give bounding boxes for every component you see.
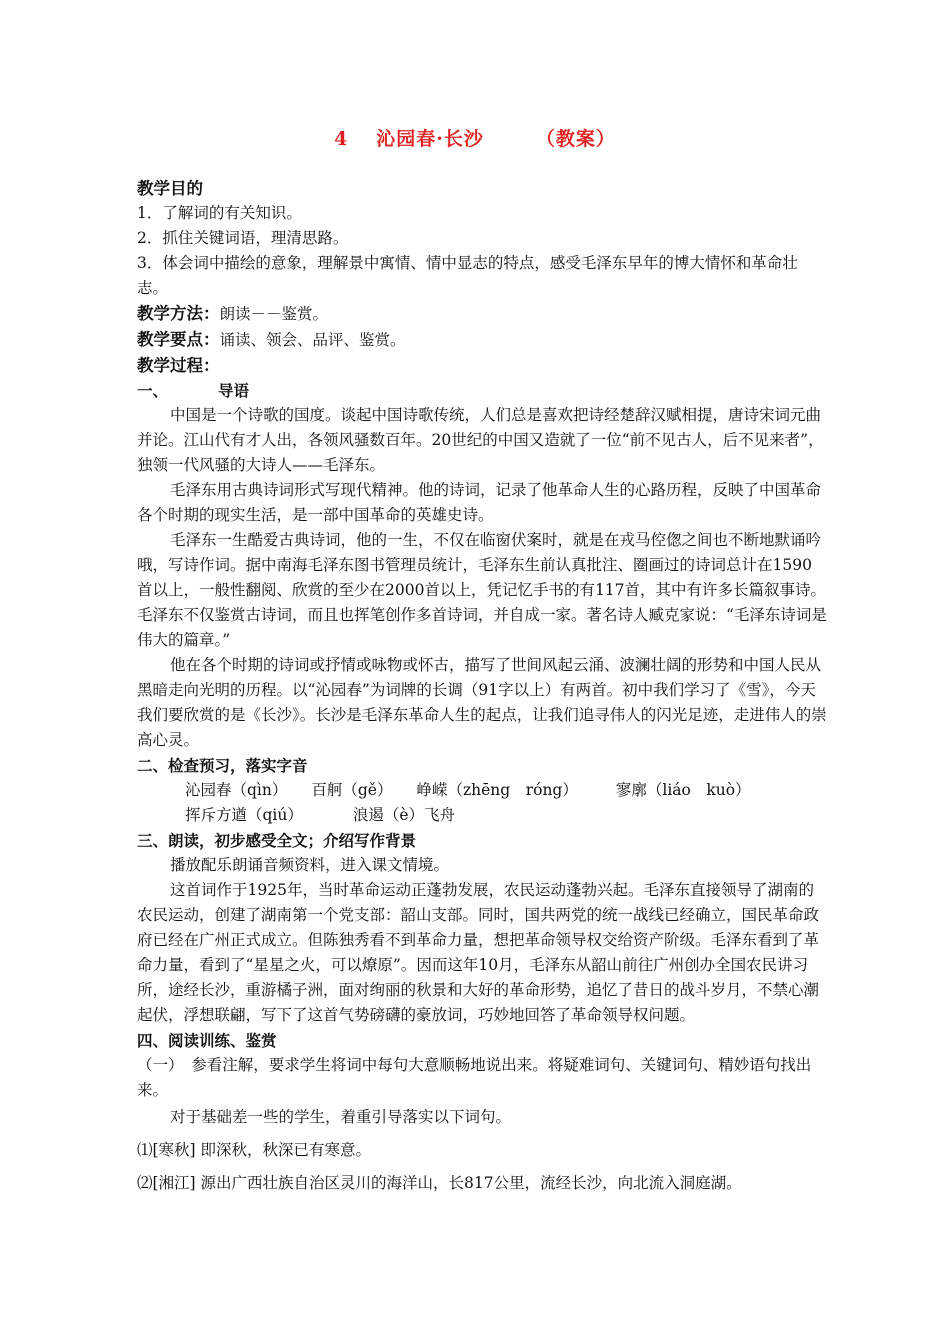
pronunciation-item: 峥嵘（zhēng róng）: [416, 781, 578, 799]
goal-item: 3．体会词中描绘的意象，理解景中寓情、情中显志的特点，感受毛泽东早年的博大情怀和革命壮志。: [137, 254, 798, 297]
goal-item: 2．抓住关键词语，理清思路。: [137, 229, 349, 247]
paragraph: 他在各个时期的诗词或抒情或咏物或怀古，描写了世间风起云涌、波澜壮阔的形势和中国人民从黑暗走向光明的历程。以“沁园春”为词牌的长调（91字以上）有两首。初中我们学习了《雪》，今天我们要欣赏的是《长沙》。长沙是毛泽东革命人生的起点，让我们追寻伟人的闪光足迹，走进伟人的崇高心灵。: [137, 656, 827, 749]
points-value: 诵读、领会、品评、鉴赏。: [219, 331, 406, 349]
pronunciation-item: 寥廓（liáo kuò）: [615, 781, 751, 799]
paragraph: 对于基础差一些的学生，着重引导落实以下词句。: [170, 1108, 512, 1126]
document-body: [137, 176, 827, 1196]
paragraph: 毛泽东一生酷爱古典诗词，他的一生，不仅在临窗伏案时，就是在戎马倥偬之间也不断地默诵吟哦，写诗作词。据中南海毛泽东图书管理员统计，毛泽东生前认真批注、圈画过的诗词总计在1590首以上，一般性翻阅、欣赏的至少在2000首以上，凭记忆手书的有117首，其中有许多长篇叙事诗。毛泽东不仅鉴赏古诗词，而且也挥笔创作多首诗词，并自成一家。著名诗人臧克家说：“毛泽东诗词是伟大的篇章。”: [137, 531, 827, 649]
method-line: [137, 301, 827, 327]
section-1-heading: [137, 378, 827, 403]
paragraph: 这首词作于1925年，当时革命运动正蓬勃发展，农民运动蓬勃兴起。毛泽东直接领导了湖南的农民运动，创建了湖南第一个党支部：韶山支部。同时，国共两党的统一战线已经确立，国民革命政府已经在广州正式成立。但陈独秀看不到革命力量，想把革命领导权交给资产阶级。毛泽东看到了革命力量，看到了“星星之火，可以燎原”。因而这年10月，毛泽东从韶山前往广州创办全国农民讲习所，途经长沙，重游橘子洲，面对绚丽的秋景和大好的革命形势，追忆了昔日的战斗岁月，不禁心潮起伏，浮想联翩，写下了这首气势磅礴的豪放词，巧妙地回答了革命领导权问题。: [137, 881, 820, 1024]
lesson-name: 沁园春·长沙: [376, 128, 484, 150]
process-heading: 教学过程：: [137, 356, 220, 375]
annotation-item: ⑵[湘江] 源出广西壮族自治区灵川的海洋山，长817公里，流经长沙，向北流入洞庭湖。: [137, 1174, 742, 1192]
paragraph: 中国是一个诗歌的国度。谈起中国诗歌传统，人们总是喜欢把诗经楚辞汉赋相提，唐诗宋词元曲并论。江山代有才人出，各领风骚数百年。20世纪的中国又造就了一位“前不见古人，后不见来者”，独领一代风骚的大诗人——毛泽东。: [137, 406, 824, 474]
goals-heading: 教学目的: [137, 179, 203, 198]
points-label: 教学要点：: [137, 330, 220, 349]
paragraph: 播放配乐朗诵音频资料，进入课文情境。: [170, 856, 450, 874]
goal-item: 1．了解词的有关知识。: [137, 204, 302, 222]
sub-section-1: （一） 参看注解，要求学生将词中每句大意顺畅地说出来。将疑难词句、关键词句、精妙语句找出来。: [137, 1056, 812, 1099]
page-title: [0, 124, 950, 151]
section-1-title: 导语: [218, 381, 250, 400]
lesson-number: 4: [334, 128, 349, 150]
pronunciation-item: 挥斥方遒（qiú）: [185, 806, 303, 824]
section-4-heading: 四、阅读训练、鉴赏: [137, 1031, 277, 1050]
section-1-number: 一、: [137, 381, 169, 400]
lesson-tag: （教案）: [535, 128, 616, 150]
pronunciation-item: 百舸（gě）: [311, 781, 393, 799]
method-label: 教学方法：: [137, 304, 220, 323]
paragraph: 毛泽东用古典诗词形式写现代精神。他的诗词，记录了他革命人生的心路历程，反映了中国革命各个时期的现实生活，是一部中国革命的英雄史诗。: [137, 481, 822, 524]
annotation-item: ⑴[寒秋] 即深秋，秋深已有寒意。: [137, 1141, 372, 1159]
pronunciation-item: 沁园春（qìn）: [185, 781, 288, 799]
pronunciation-row: [137, 803, 827, 828]
pronunciation-row: [137, 778, 827, 803]
method-value: 朗读－－鉴赏。: [219, 305, 329, 323]
section-3-heading: 三、朗读，初步感受全文；介绍写作背景: [137, 831, 417, 850]
section-2-heading: 二、检查预习，落实字音: [137, 756, 308, 775]
pronunciation-item: 浪遏（è）飞舟: [352, 806, 456, 824]
points-line: [137, 327, 827, 353]
